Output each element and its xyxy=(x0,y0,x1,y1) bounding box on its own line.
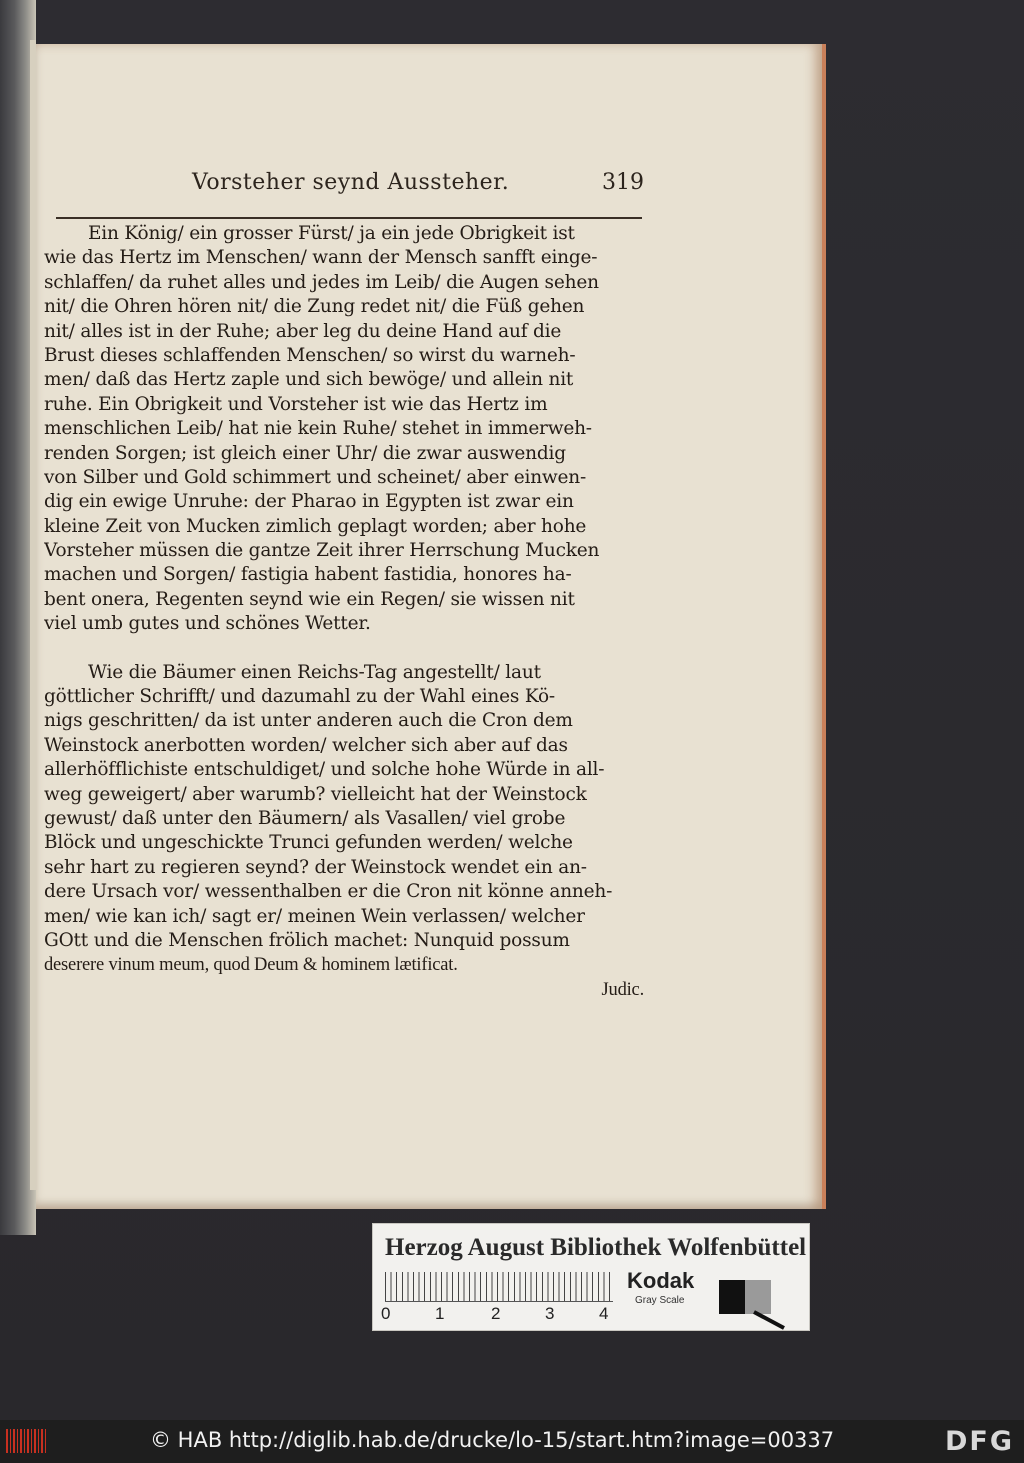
text-line: schlaffen/ da ruhet alles und jedes im Leib/ die Augen sehen xyxy=(44,271,599,293)
text-line: machen und Sorgen/ fastigia habent fastidia, honores ha- xyxy=(44,564,572,586)
ruler-number: 4 xyxy=(599,1304,609,1323)
text-line: göttlicher Schrifft/ und dazumahl zu der Wahl eines Kö- xyxy=(44,686,555,708)
text-line: von Silber und Gold schimmert und scheinet/ aber einwen- xyxy=(44,466,587,488)
text-line: deserere vinum meum, quod Deum & hominem lætificat. xyxy=(44,955,458,976)
gray-patch-black xyxy=(719,1280,745,1314)
text-line: menschlichen Leib/ hat nie kein Ruhe/ stehet in immerweh- xyxy=(44,418,592,440)
text-line: nigs geschritten/ da ist unter anderen auch die Cron dem xyxy=(44,710,573,732)
text-line: dere Ursach vor/ wessenthalben er die Cron nit könne anneh- xyxy=(44,881,613,903)
text-line: wie das Hertz im Menschen/ wann der Mensch sanfft einge- xyxy=(44,247,598,269)
header-rule xyxy=(56,217,642,219)
text-line: Wie die Bäumer einen Reichs-Tag angestellt/ laut xyxy=(88,661,541,683)
gray-patch-gray xyxy=(745,1280,771,1314)
paragraph-gap xyxy=(44,637,644,661)
scale-ruler xyxy=(385,1272,613,1302)
text-line: nit/ die Ohren hören nit/ die Zung redet nit/ die Füß gehen xyxy=(44,296,585,318)
text-line: viel umb gutes und schönes Wetter. xyxy=(44,613,371,635)
page-header xyxy=(52,164,644,212)
text-line: weg geweigert/ aber warumb? vielleicht hat der Weinstock xyxy=(44,783,587,805)
page-number: 319 xyxy=(602,170,644,195)
text-line: bent onera, Regenten seynd wie ein Regen/ sie wissen nit xyxy=(44,588,575,610)
library-name: Herzog August Bibliothek Wolfenbüttel xyxy=(385,1234,807,1261)
ruler-number: 3 xyxy=(545,1304,555,1323)
text-line: kleine Zeit von Mucken zimlich geplagt worden; aber hohe xyxy=(44,515,587,537)
catchword: Judic. xyxy=(601,979,644,1000)
body-text xyxy=(44,222,644,1002)
dfg-logo: DFG xyxy=(944,1426,1014,1457)
copyright-link[interactable]: © HAB http://diglib.hab.de/drucke/lo-15/start.htm?image=00337 xyxy=(150,1428,835,1452)
text-line: Blöck und ungeschickte Trunci gefunden werden/ welche xyxy=(44,832,573,854)
text-line: Brust dieses schlaffenden Menschen/ so wirst du warneh- xyxy=(44,344,576,366)
viewer-footer xyxy=(0,1420,1024,1463)
text-line: men/ wie kan ich/ sagt er/ meinen Wein verlassen/ welcher xyxy=(44,905,585,927)
text-line: sehr hart zu regieren seynd? der Weinstock wendet ein an- xyxy=(44,856,587,878)
ruler-numbers xyxy=(381,1304,621,1326)
gray-scale-label: Gray Scale xyxy=(635,1295,685,1306)
text-line: gewust/ daß unter den Bäumern/ als Vasallen/ viel grobe xyxy=(44,807,566,829)
text-line: ruhe. Ein Obrigkeit und Vorsteher ist wie das Hertz im xyxy=(44,393,548,415)
text-line: Ein König/ ein grosser Fürst/ ja ein jede Obrigkeit ist xyxy=(88,223,575,244)
paragraph-1 xyxy=(44,222,644,637)
ruler-number: 2 xyxy=(491,1304,501,1323)
ruler-number: 0 xyxy=(381,1304,391,1323)
text-line: Weinstock anerbotten worden/ welcher sich aber auf das xyxy=(44,734,568,756)
text-line: renden Sorgen; ist gleich einer Uhr/ die zwar auswendig xyxy=(44,442,566,464)
barcode-icon xyxy=(6,1429,48,1453)
text-line: dig ein ewige Unruhe: der Pharao in Egypten ist zwar ein xyxy=(44,491,574,513)
facing-page-edge xyxy=(0,0,36,1235)
ruler-number: 1 xyxy=(435,1304,445,1323)
color-target-card xyxy=(372,1223,810,1331)
text-line: allerhöfflichiste entschuldiget/ und solche hohe Würde in all- xyxy=(44,759,605,781)
text-line: Vorsteher müssen die gantze Zeit ihrer Herrschung Mucken xyxy=(44,540,600,562)
paragraph-2 xyxy=(44,661,644,978)
text-line: nit/ alles ist in der Ruhe; aber leg du deine Hand auf die xyxy=(44,320,562,342)
text-line: men/ daß das Hertz zaple und sich bewöge/ und allein nit xyxy=(44,369,574,391)
kodak-logo: Kodak xyxy=(627,1268,695,1293)
running-title: Vorsteher seynd Aussteher. xyxy=(192,170,510,195)
text-line: GOtt und die Menschen frölich machet: Nunquid possum xyxy=(44,929,570,951)
